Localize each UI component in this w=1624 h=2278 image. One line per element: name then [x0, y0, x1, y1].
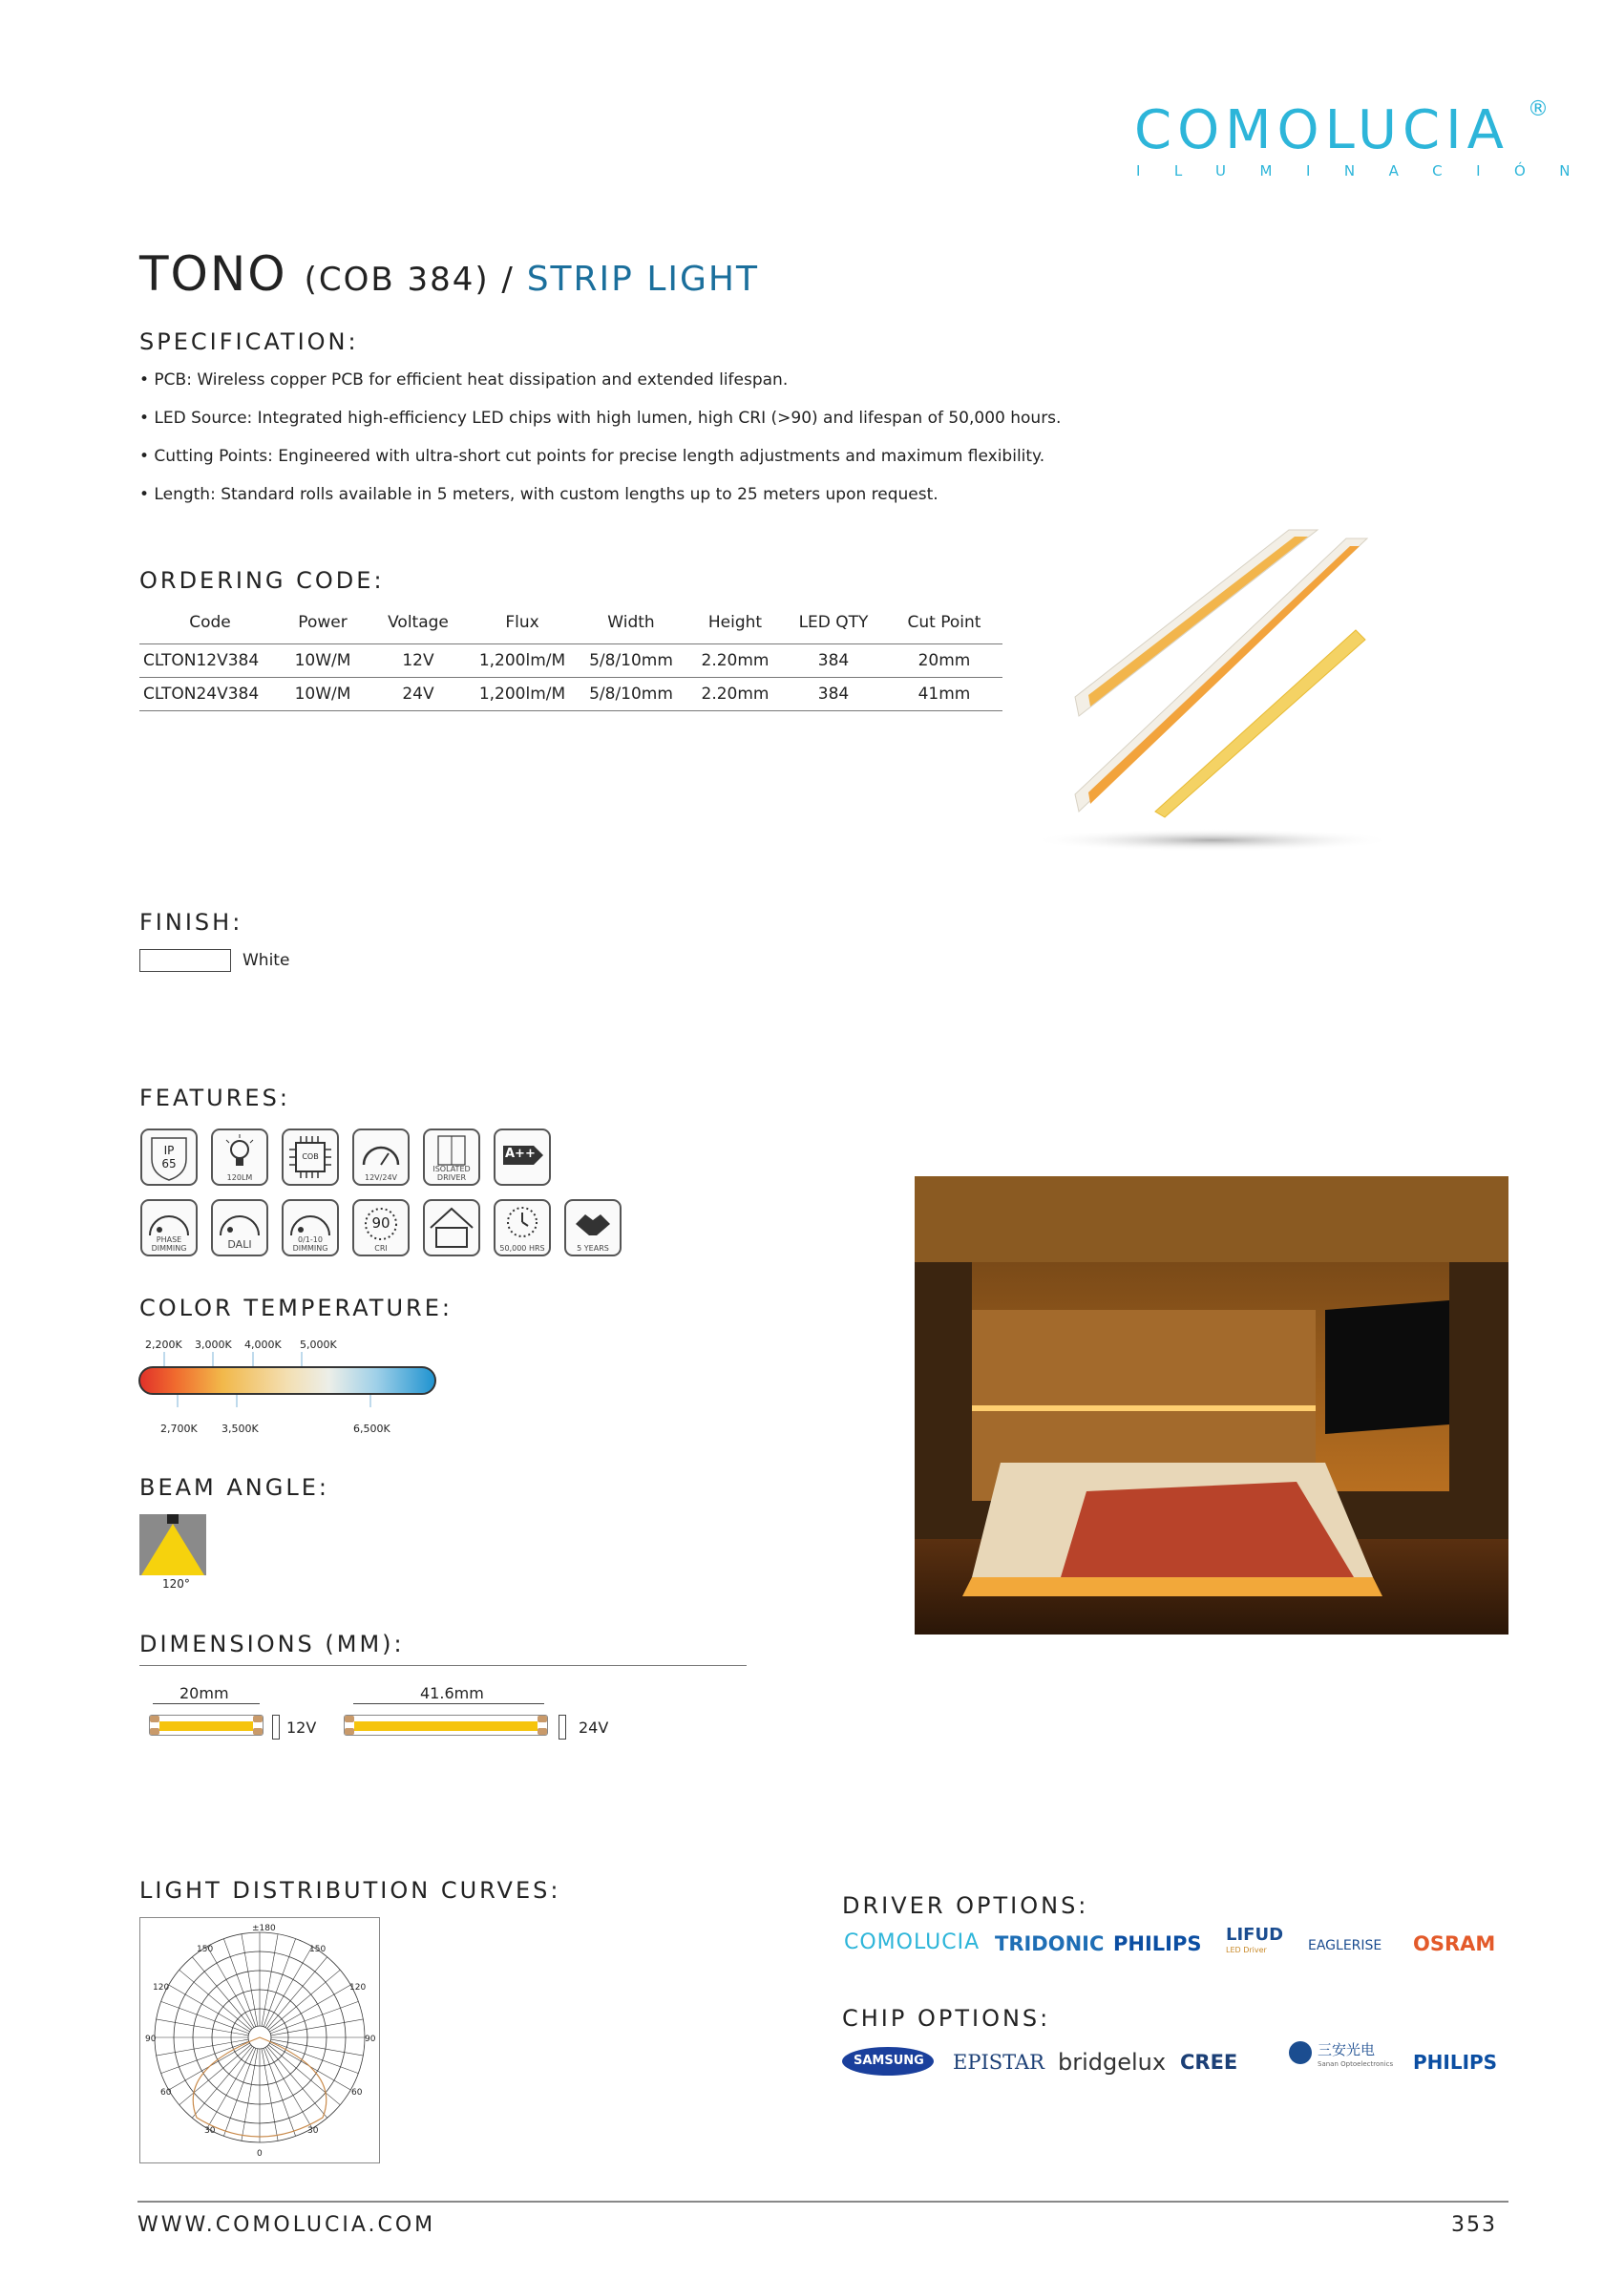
- chip-brand-sanan: 三安光电: [1318, 2041, 1376, 2058]
- spec-item: • PCB: Wireless copper PCB for efficient heat dissipation and extended lifespan.: [139, 370, 789, 390]
- polar-diagram: [139, 1917, 380, 2163]
- chip-brand-epistar: EPISTAR: [953, 2051, 1044, 2074]
- table-cell: 2.20mm: [689, 678, 781, 711]
- ordering-table: [139, 601, 1002, 711]
- column-header: Flux: [472, 601, 573, 644]
- column-header: Code: [139, 601, 281, 644]
- polar-label: 60: [351, 2088, 363, 2098]
- indoor-icon: [423, 1199, 480, 1256]
- dimension-line: [153, 1703, 260, 1704]
- polar-label: 120: [153, 1983, 170, 1993]
- title-separator: /: [489, 261, 527, 299]
- polar-label: 150: [309, 1945, 327, 1954]
- product-name: TONO: [139, 246, 287, 302]
- finish-heading: FINISH:: [139, 909, 243, 936]
- driver-brand-philips: PHILIPS: [1113, 1932, 1202, 1955]
- 0-10-dimming-icon: 0/1-10 DIMMING: [282, 1199, 339, 1256]
- column-header: Cut Point: [886, 601, 1002, 644]
- table-row: [139, 644, 1002, 678]
- table-cell: 2.20mm: [689, 644, 781, 678]
- table-cell: 20mm: [886, 644, 1002, 678]
- color-temperature-heading: COLOR TEMPERATURE:: [139, 1295, 453, 1321]
- connector-icon: [559, 1715, 566, 1740]
- connector-icon: [272, 1715, 280, 1740]
- product-model: (COB 384): [304, 261, 490, 299]
- table-cell: 384: [781, 644, 886, 678]
- strip-12v-drawing: [149, 1715, 264, 1736]
- strip-12v-length: 20mm: [179, 1684, 229, 1702]
- table-cell: CLTON24V384: [139, 678, 281, 711]
- application-photo: [915, 1176, 1508, 1635]
- table-header-row: [139, 601, 1002, 644]
- lifud-subtitle: LED Driver: [1226, 1946, 1267, 1954]
- table-cell: 24V: [365, 678, 472, 711]
- warranty-icon: 5 YEARS: [564, 1199, 622, 1256]
- footer-website: WWW.COMOLUCIA.COM: [137, 2213, 436, 2237]
- polar-label: 90: [365, 2035, 376, 2044]
- table-cell: 1,200lm/M: [472, 678, 573, 711]
- footer-divider: [137, 2201, 1508, 2203]
- isolated-driver-icon: ISOLATED DRIVER: [423, 1128, 480, 1186]
- ip65-icon: IP 65: [140, 1128, 198, 1186]
- color-temperature-bar: [137, 1352, 439, 1409]
- features-heading: FEATURES:: [139, 1085, 290, 1111]
- driver-brand-osram: OSRAM: [1413, 1932, 1496, 1955]
- cri-icon: 90 CRI: [352, 1199, 410, 1256]
- color-temp-label: 2,700K: [160, 1423, 198, 1435]
- column-header: LED QTY: [781, 601, 886, 644]
- strip-24v-drawing: [344, 1715, 548, 1736]
- page-number: 353: [1451, 2213, 1497, 2237]
- driver-brand-lifud: LIFUD: [1226, 1925, 1284, 1945]
- polar-label: ±180: [252, 1924, 276, 1933]
- product-title: [139, 246, 759, 302]
- driver-brand-tridonic: TRIDONIC: [995, 1932, 1105, 1955]
- chip-brand-samsung: SAMSUNG: [854, 2054, 924, 2068]
- table-cell: 5/8/10mm: [573, 678, 689, 711]
- beam-angle-icon: [139, 1514, 206, 1575]
- driver-brand-comolucia: COMOLUCIA: [844, 1930, 981, 1954]
- finish-swatch-white: [139, 949, 231, 972]
- driver-brand-eaglerise: EAGLERISE: [1308, 1938, 1382, 1953]
- table-cell: CLTON12V384: [139, 644, 281, 678]
- lifespan-icon: 50,000 HRS: [494, 1199, 551, 1256]
- polar-label: 60: [160, 2088, 172, 2098]
- dimensions-divider: [139, 1665, 747, 1666]
- table-cell: 10W/M: [281, 644, 365, 678]
- product-strip-image: [1031, 525, 1394, 859]
- chip-brand-philips: PHILIPS: [1413, 2051, 1498, 2074]
- column-header: Height: [689, 601, 781, 644]
- table-cell: 10W/M: [281, 678, 365, 711]
- dimension-line: [353, 1703, 544, 1704]
- color-temp-label: 3,500K: [221, 1423, 259, 1435]
- phase-dimming-icon: PHASE DIMMING: [140, 1199, 198, 1256]
- spec-item: • Length: Standard rolls available in 5 meters, with custom lengths up to 25 meters upon request.: [139, 485, 939, 504]
- ordering-heading: ORDERING CODE:: [139, 567, 385, 594]
- table-cell: 5/8/10mm: [573, 644, 689, 678]
- color-temp-label: 6,500K: [353, 1423, 390, 1435]
- dimensions-heading: DIMENSIONS (MM):: [139, 1631, 405, 1657]
- table-cell: 12V: [365, 644, 472, 678]
- driver-options-heading: DRIVER OPTIONS:: [842, 1892, 1089, 1919]
- polar-label: 30: [204, 2126, 216, 2136]
- sanan-logo-icon: [1289, 2041, 1312, 2064]
- color-temp-label: 3,000K: [195, 1339, 232, 1351]
- sanan-subtitle: Sanan Optoelectronics: [1318, 2060, 1394, 2068]
- strip-12v-voltage: 12V: [286, 1719, 317, 1737]
- chip-brand-cree: CREE: [1180, 2051, 1238, 2074]
- specification-heading: SPECIFICATION:: [139, 328, 359, 355]
- strip-24v-length: 41.6mm: [420, 1684, 484, 1702]
- brand-logo-subtitle: ILUMINACIÓN: [1136, 162, 1605, 179]
- color-temp-label: 2,200K: [145, 1339, 182, 1351]
- column-header: Width: [573, 601, 689, 644]
- color-temp-label: 4,000K: [244, 1339, 282, 1351]
- table-cell: 1,200lm/M: [472, 644, 573, 678]
- beam-angle-heading: BEAM ANGLE:: [139, 1474, 329, 1501]
- table-row: [139, 678, 1002, 711]
- table-cell: 41mm: [886, 678, 1002, 711]
- energy-class-icon: A++: [494, 1128, 551, 1186]
- column-header: Voltage: [365, 601, 472, 644]
- polar-label: 150: [197, 1945, 214, 1954]
- finish-label: White: [243, 951, 290, 970]
- polar-label: 30: [307, 2126, 319, 2136]
- registered-mark: ®: [1528, 97, 1549, 121]
- bulb-icon: 120LM: [211, 1128, 268, 1186]
- polar-label: 120: [349, 1983, 367, 1993]
- voltage-icon: 12V/24V: [352, 1128, 410, 1186]
- beam-angle-label: 120°: [162, 1577, 190, 1591]
- dali-icon: DALI: [211, 1199, 268, 1256]
- strip-24v-voltage: 24V: [579, 1719, 609, 1737]
- table-cell: 384: [781, 678, 886, 711]
- light-curves-heading: LIGHT DISTRIBUTION CURVES:: [139, 1877, 561, 1904]
- cob-chip-icon: COB: [282, 1128, 339, 1186]
- chip-brand-bridgelux: bridgelux: [1058, 2049, 1167, 2076]
- color-temp-label: 5,000K: [300, 1339, 337, 1351]
- chip-options-heading: CHIP OPTIONS:: [842, 2005, 1051, 2032]
- spec-item: • Cutting Points: Engineered with ultra-short cut points for precise length adjustments and maximum flexibility.: [139, 447, 1045, 466]
- column-header: Power: [281, 601, 365, 644]
- brand-logo: COMOLUCIA: [1134, 99, 1509, 161]
- polar-label: 0: [257, 2149, 263, 2159]
- spec-item: • LED Source: Integrated high-efficiency LED chips with high lumen, high CRI (>90) and lifespan of 50,000 hours.: [139, 409, 1062, 428]
- polar-label: 90: [145, 2035, 157, 2044]
- product-category: STRIP LIGHT: [526, 260, 759, 299]
